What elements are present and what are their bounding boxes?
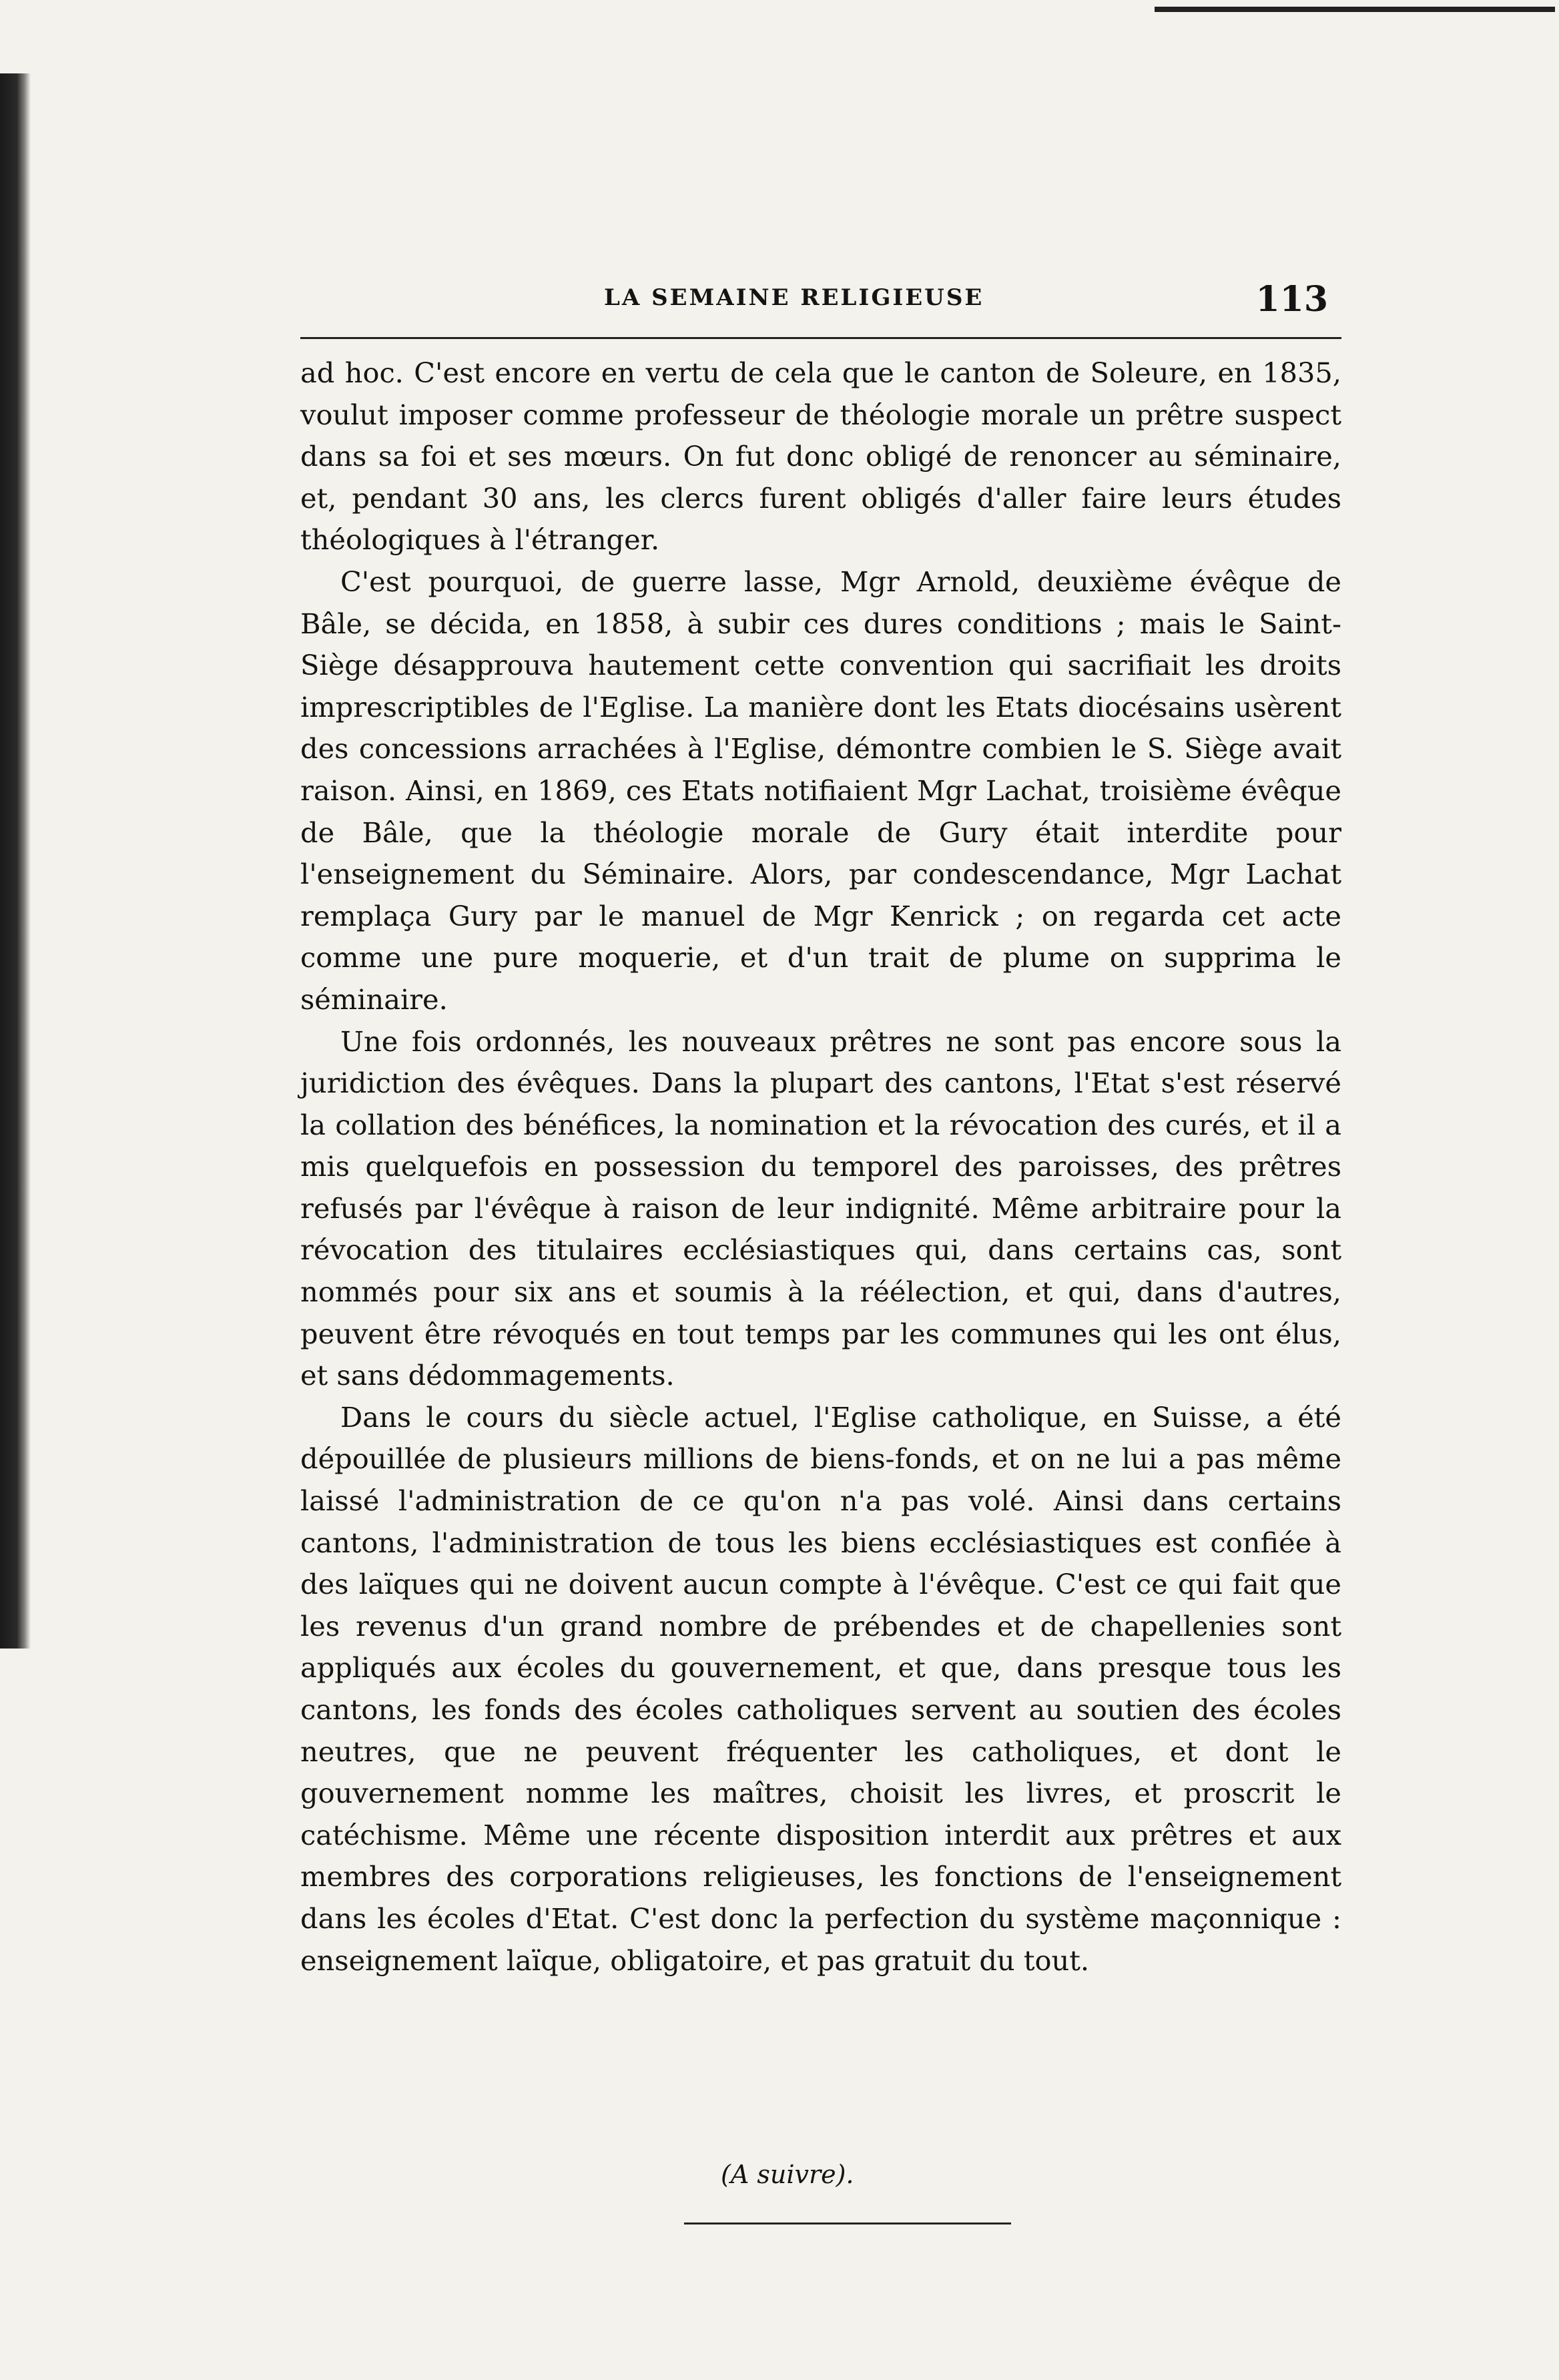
to-be-continued: (A suivre).	[721, 2160, 854, 2189]
end-rule	[684, 2222, 1011, 2224]
paragraph-3: Une fois ordonnés, les nouveaux prêtres ne sont pas encore sous la juridiction des évêques. Dans la plupart des cantons, l'Etat s'est réservé la collation des bénéfices, la nomination et la révocation des curés, et il a mis quelquefois en possession du temporel des paroisses, des prêtres refusés par l'évêque à raison de leur indignité. Même arbitraire pour la révocation des titulaires ecclésiastiques qui, dans certains cas, sont nommés pour six ans et soumis à la réélection, et qui, dans d'autres, peuvent être révoqués en tout temps par les communes qui les ont élus, et sans dédommagements.	[300, 1024, 1341, 1392]
top-edge-rule	[1155, 7, 1555, 12]
header-rule	[300, 337, 1341, 339]
page-number: 113	[1255, 279, 1328, 320]
paragraph-4: Dans le cours du siècle actuel, l'Eglise catholique, en Suisse, a été dépouillée de plusieurs millions de biens-fonds, et on ne lui a pas même laissé l'administration de ce qu'on n'a pas volé. Ainsi dans certains cantons, l'administration de tous les biens ecclésiastiques est confiée à des laïques qui ne doivent aucun compte à l'évêque. C'est ce qui fait que les revenus d'un grand nombre de prébendes et de chapellenies sont appliqués aux écoles du gouvernement, et que, dans presque tous les cantons, les fonds des écoles catholiques servent au soutien des écoles neutres, que ne peuvent fréquenter les catholiques, et dont le gouvernement nomme les maîtres, choisit les livres, et proscrit le catéchisme. Même une récente disposition interdit aux prêtres et aux membres des corporations religieuses, les fonctions de l'enseignement dans les écoles d'Etat. C'est donc la perfection du système maçonnique : enseignement laïque, obligatoire, et pas gratuit du tout.	[300, 1400, 1341, 1977]
paragraph-2: C'est pourquoi, de guerre lasse, Mgr Arnold, deuxième évêque de Bâle, se décida, en 1858, à subir ces dures conditions ; mais le Saint-Siège désapprouva hautement cette convention qui sacrifiait les droits imprescriptibles de l'Eglise. La manière dont les Etats diocésains usèrent des concessions arrachées à l'Eglise, démontre combien le S. Siège avait raison. Ainsi, en 1869, ces Etats notifiaient Mgr Lachat, troisième évêque de Bâle, que la théologie morale de Gury était interdite pour l'enseignement du Séminaire. Alors, par condescendance, Mgr Lachat remplaça Gury par le manuel de Mgr Kenrick ; on regarda cet acte comme une pure moquerie, et d'un trait de plume on supprima le séminaire.	[300, 565, 1341, 1016]
page-header	[300, 279, 1341, 319]
paragraph-1: ad hoc. C'est encore en vertu de cela que le canton de Soleure, en 1835, voulut imposer comme professeur de théologie morale un prêtre suspect dans sa foi et ses mœurs. On fut donc obligé de renoncer au séminaire, et, pendant 30 ans, les clercs furent obligés d'aller faire leurs études théologiques à l'étranger.	[300, 356, 1341, 557]
page-binding-edge	[0, 73, 31, 1649]
running-title: LA SEMAINE RELIGIEUSE	[604, 284, 984, 311]
article-body	[300, 352, 1341, 1982]
